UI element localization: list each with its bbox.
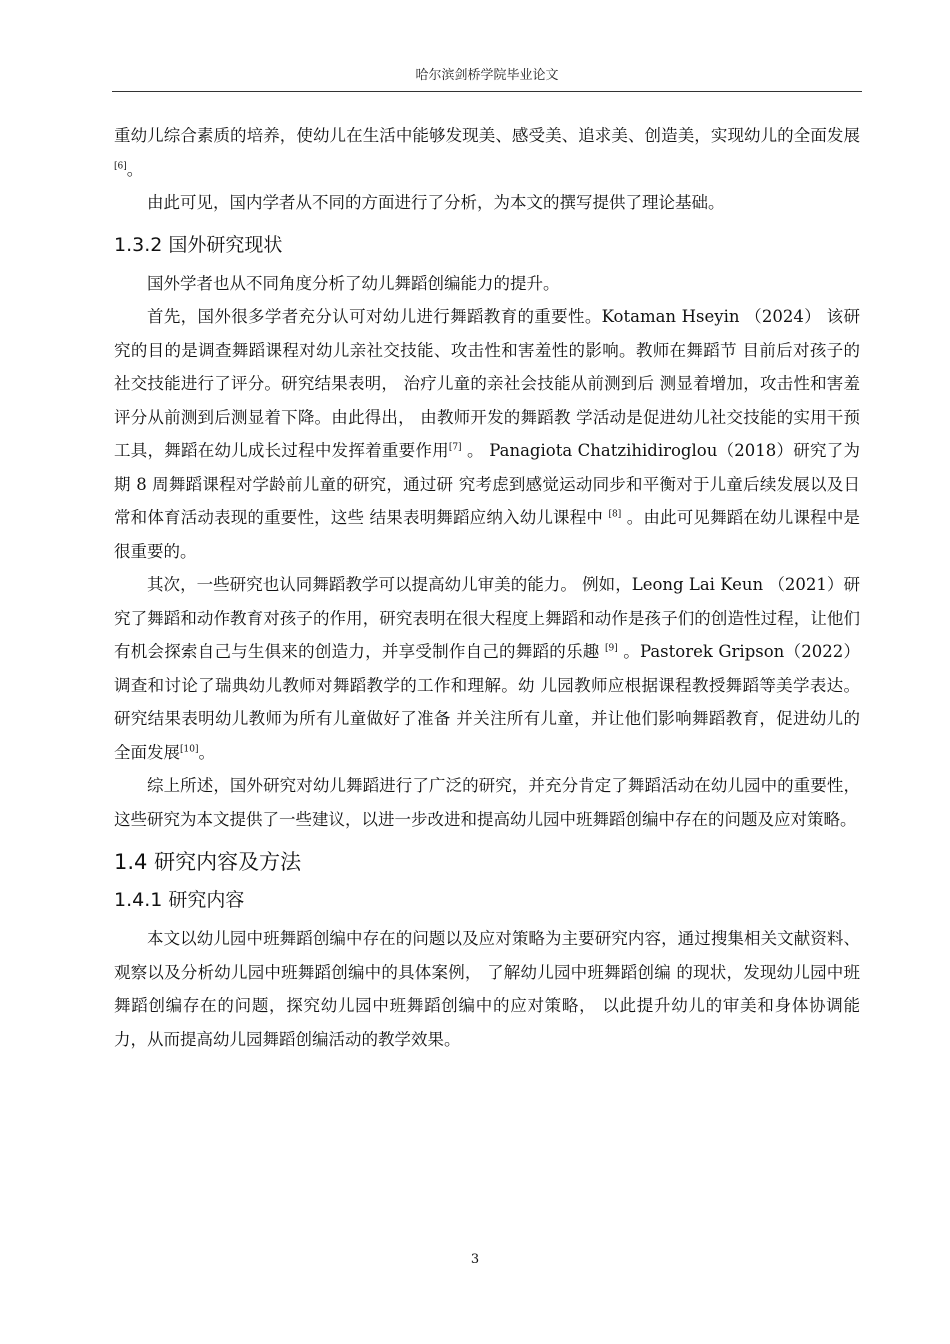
paragraph-text: 。Pastorek Gripson（2022）调查和讨论了瑞典幼儿教师对舞蹈教学的工作和理解。幼 儿园教师应根据课程教授舞蹈等美学表达。研究结果表明幼儿教师为所有儿童做好了准备 并关注所有儿童，并让他们影响舞蹈教育，促进幼儿的全面发展 — [114, 642, 860, 762]
paragraph-domestic-summary: 由此可见，国内学者从不同的方面进行了分析，为本文的撰写提供了理论基础。 — [147, 193, 725, 212]
running-header: 哈尔滨剑桥学院毕业论文 — [112, 64, 862, 92]
section-heading-1-4: 1.4 研究内容及方法 — [114, 850, 302, 874]
paragraph-foreign-first — [114, 300, 860, 568]
paragraph-research-content: 本文以幼儿园中班舞蹈创编中存在的问题以及应对策略为主要研究内容，通过搜集相关文献资料、观察以及分析幼儿园中班舞蹈创编中的具体案例， 了解幼儿园中班舞蹈创编 的现状，发现幼儿园中班舞蹈创编存在的问题，探究幼儿园中班舞蹈创编中的应对策略， 以此提升幼儿的审美和身体协调能力，从而提高幼儿园舞蹈创编活动的教学效果。 — [114, 929, 860, 1049]
paragraph-continuation — [114, 119, 860, 186]
section-heading-1-3-2: 1.3.2 国外研究现状 — [114, 233, 283, 256]
paragraph-text: 其次，一些研究也认同舞蹈教学可以提高幼儿审美的能力。 例如，Leong Lai Keun （2021）研究了舞蹈和动作教育对孩子的作用，研究表明在很大程度上舞蹈和动作是孩子们的创造性过程，让他们有机会探索自己与生俱来的创造力，并享受制作自己的舞蹈的乐趣 — [114, 575, 860, 661]
paragraph-text: 。 — [198, 742, 215, 762]
citation-ref: [7] — [448, 442, 462, 453]
citation-ref: [9] — [605, 643, 618, 654]
paragraph-text: 重幼儿综合素质的培养，使幼儿在生活中能够发现美、感受美、追求美、创造美，实现幼儿的全面发展 — [114, 126, 860, 145]
paragraph-tail: 。 — [126, 159, 144, 179]
body-content — [114, 119, 860, 1056]
page-number: 3 — [470, 1252, 480, 1267]
paragraph-foreign-summary: 综上所述，国外研究对幼儿舞蹈进行了广泛的研究，并充分肯定了舞蹈活动在幼儿园中的重要性，这些研究为本文提供了一些建议，以进一步改进和提高幼儿园中班舞蹈创编中存在的问题及应对策略。 — [114, 776, 860, 829]
paragraph-foreign-intro: 国外学者也从不同角度分析了幼儿舞蹈创编能力的提升。 — [147, 273, 560, 293]
paragraph-text: 。由此可见舞蹈在幼儿课程中是很重要的。 — [114, 508, 860, 561]
paragraph-text: 首先，国外很多学者充分认可对幼儿进行舞蹈教育的重要性。Kotaman Hseyin （2024） 该研究的目的是调查舞蹈课程对幼儿亲社交技能、攻击性和害羞性的影响。教师在舞蹈节 目前后对孩子的社交技能进行了评分。研究结果表明， 治疗儿童的亲社会技能从前测到后 测显着增加，攻击性和害羞评分从前测到后测显着下降。由此得出， 由教师开发的舞蹈教 学活动是促进幼儿社交技能的实用干预工具，舞蹈在幼儿成长过程中发挥着重要作用 — [114, 307, 860, 460]
citation-ref: [8] — [608, 509, 622, 520]
paragraph-text: 。 Panagiota Chatzihidiroglou（2018）研究了为期 8 周舞蹈课程对学龄前儿童的研究，通过研 究考虑到感觉运动同步和平衡对于儿童后续发展以及日常和体育活动表现的重要性，这些 结果表明舞蹈应纳入幼儿课程中 — [114, 441, 860, 527]
citation-ref: [6] — [114, 161, 127, 171]
section-heading-1-4-1: 1.4.1 研究内容 — [114, 889, 245, 911]
citation-ref: [10] — [180, 744, 199, 754]
paragraph-foreign-second — [114, 568, 860, 769]
